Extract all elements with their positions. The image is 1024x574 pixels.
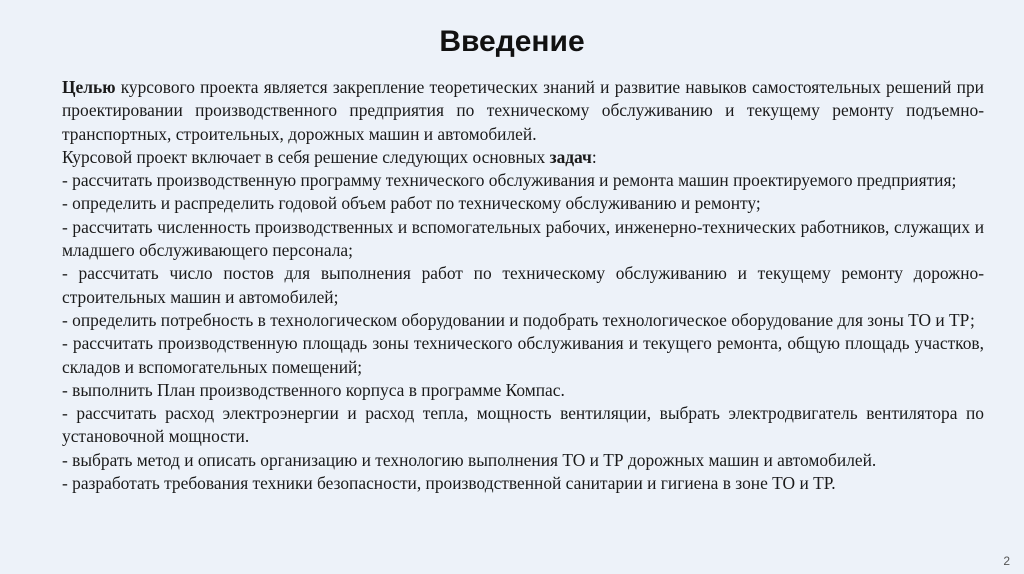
task-item: - рассчитать расход электроэнергии и расход тепла, мощность вентиляции, выбрать электродвигатель вентилятора по установочной мощности. (62, 403, 984, 447)
task-item: - рассчитать производственную программу технического обслуживания и ремонта машин проектируемого предприятия; (62, 170, 957, 191)
task-item: - выбрать метод и описать организацию и технологию выполнения ТО и ТР дорожных машин и автомобилей. (62, 449, 877, 470)
intro-bold-word: Целью (62, 77, 116, 97)
slide-content (62, 76, 984, 495)
task-item: - разработать требования техники безопасности, производственной санитарии и гигиена в зоне ТО и ТР. (62, 473, 836, 494)
task-item: - рассчитать производственную площадь зоны технического обслуживания и текущего ремонта, общую площадь участков, складов и вспомогательных помещений; (62, 333, 984, 377)
intro-paragraph (62, 76, 984, 146)
task-item: - рассчитать численность производственных и вспомогательных рабочих, инженерно-технических работников, служащих и младшего обслуживающего персонала; (62, 216, 984, 261)
tasks-intro-bold-word: задач (549, 146, 592, 167)
slide-title: Введение (439, 25, 585, 58)
intro-text: курсового проекта является закрепление теоретических знаний и развитие навыков самостоятельных решений при проектировании производственного предприятия по техническому обслуживанию и текущему ремонту подъемно-транспортных, строительных, дорожных машин и автомобилей. (62, 77, 984, 144)
task-item: - определить потребность в технологическом оборудовании и подобрать технологическое оборудование для зоны ТО и ТР; (62, 309, 975, 330)
task-item: - рассчитать число постов для выполнения работ по техническому обслуживанию и текущему ремонту дорожно-строительных машин и автомобилей; (62, 263, 984, 307)
task-item: - выполнить План производственного корпуса в программе Компас. (62, 379, 565, 400)
tasks-intro-text-after: : (591, 146, 597, 167)
tasks-intro-paragraph (62, 146, 984, 169)
page-number: 2 (1003, 554, 1010, 568)
tasks-intro-text-before: Курсовой проект включает в себя решение следующих основных (62, 146, 550, 167)
task-item: - определить и распределить годовой объем работ по техническому обслуживанию и ремонту; (62, 193, 761, 214)
